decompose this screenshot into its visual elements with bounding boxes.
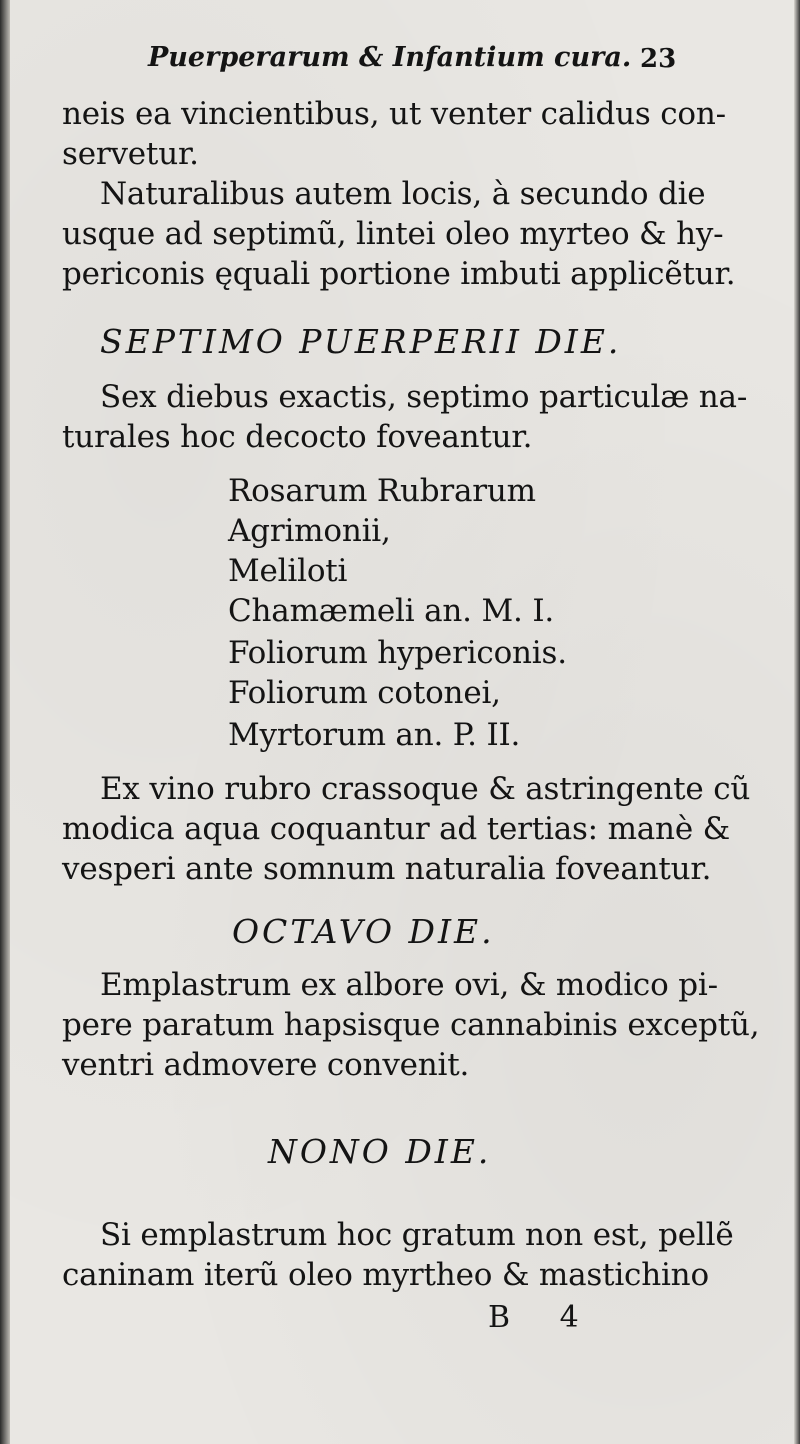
page-number: 23 xyxy=(640,44,677,74)
paragraph-line: modica aqua coquantur ad tertias: manè & xyxy=(62,811,731,847)
recipe-item: Chamæmeli an. M. I. xyxy=(228,593,555,629)
paragraph-line: ventri admovere convenit. xyxy=(62,1047,470,1083)
recipe-item: Myrtorum an. P. II. xyxy=(228,717,521,753)
section-heading-septimo: SEPTIMO PUERPERII DIE. xyxy=(100,322,622,361)
paragraph-line: Emplastrum ex albore ovi, & modico pi- xyxy=(100,967,718,1003)
paragraph-line: vesperi ante somnum naturalia foveantur. xyxy=(62,851,712,887)
paragraph-line: Si emplastrum hoc gratum non est, pellẽ xyxy=(100,1217,734,1253)
recipe-item: Agrimonii, xyxy=(228,513,391,549)
section-heading-nono: NONO DIE. xyxy=(268,1132,492,1171)
signature-mark: B 4 xyxy=(488,1300,599,1335)
running-title: Puerperarum & Infantium cura. xyxy=(148,42,632,73)
paragraph-line: Naturalibus autem locis, à secundo die xyxy=(100,176,706,212)
recipe-item: Meliloti xyxy=(228,553,348,589)
paragraph-line: periconis ęquali portione imbuti applicẽtur. xyxy=(62,256,736,292)
paragraph-line: turales hoc decocto foveantur. xyxy=(62,419,533,455)
paragraph-line: Sex diebus exactis, septimo particulæ na- xyxy=(100,379,748,415)
paragraph-line: neis ea vincientibus, ut venter calidus con- xyxy=(62,96,726,132)
paragraph-line: usque ad septimũ, lintei oleo myrteo & hy- xyxy=(62,216,724,252)
paragraph-line: caninam iterũ oleo myrtheo & mastichino xyxy=(62,1257,709,1293)
paragraph-line: pere paratum hapsisque cannabinis exceptũ, xyxy=(62,1007,760,1043)
page-edge-left xyxy=(0,0,10,1444)
recipe-item: Foliorum cotonei, xyxy=(228,675,501,711)
recipe-item: Foliorum hypericonis. xyxy=(228,635,567,671)
paragraph-line: Ex vino rubro crassoque & astringente cũ xyxy=(100,771,751,807)
paragraph-line: servetur. xyxy=(62,136,199,172)
section-heading-octavo: OCTAVO DIE. xyxy=(232,912,495,951)
page-edge-right xyxy=(794,0,800,1444)
recipe-item: Rosarum Rubrarum xyxy=(228,473,536,509)
